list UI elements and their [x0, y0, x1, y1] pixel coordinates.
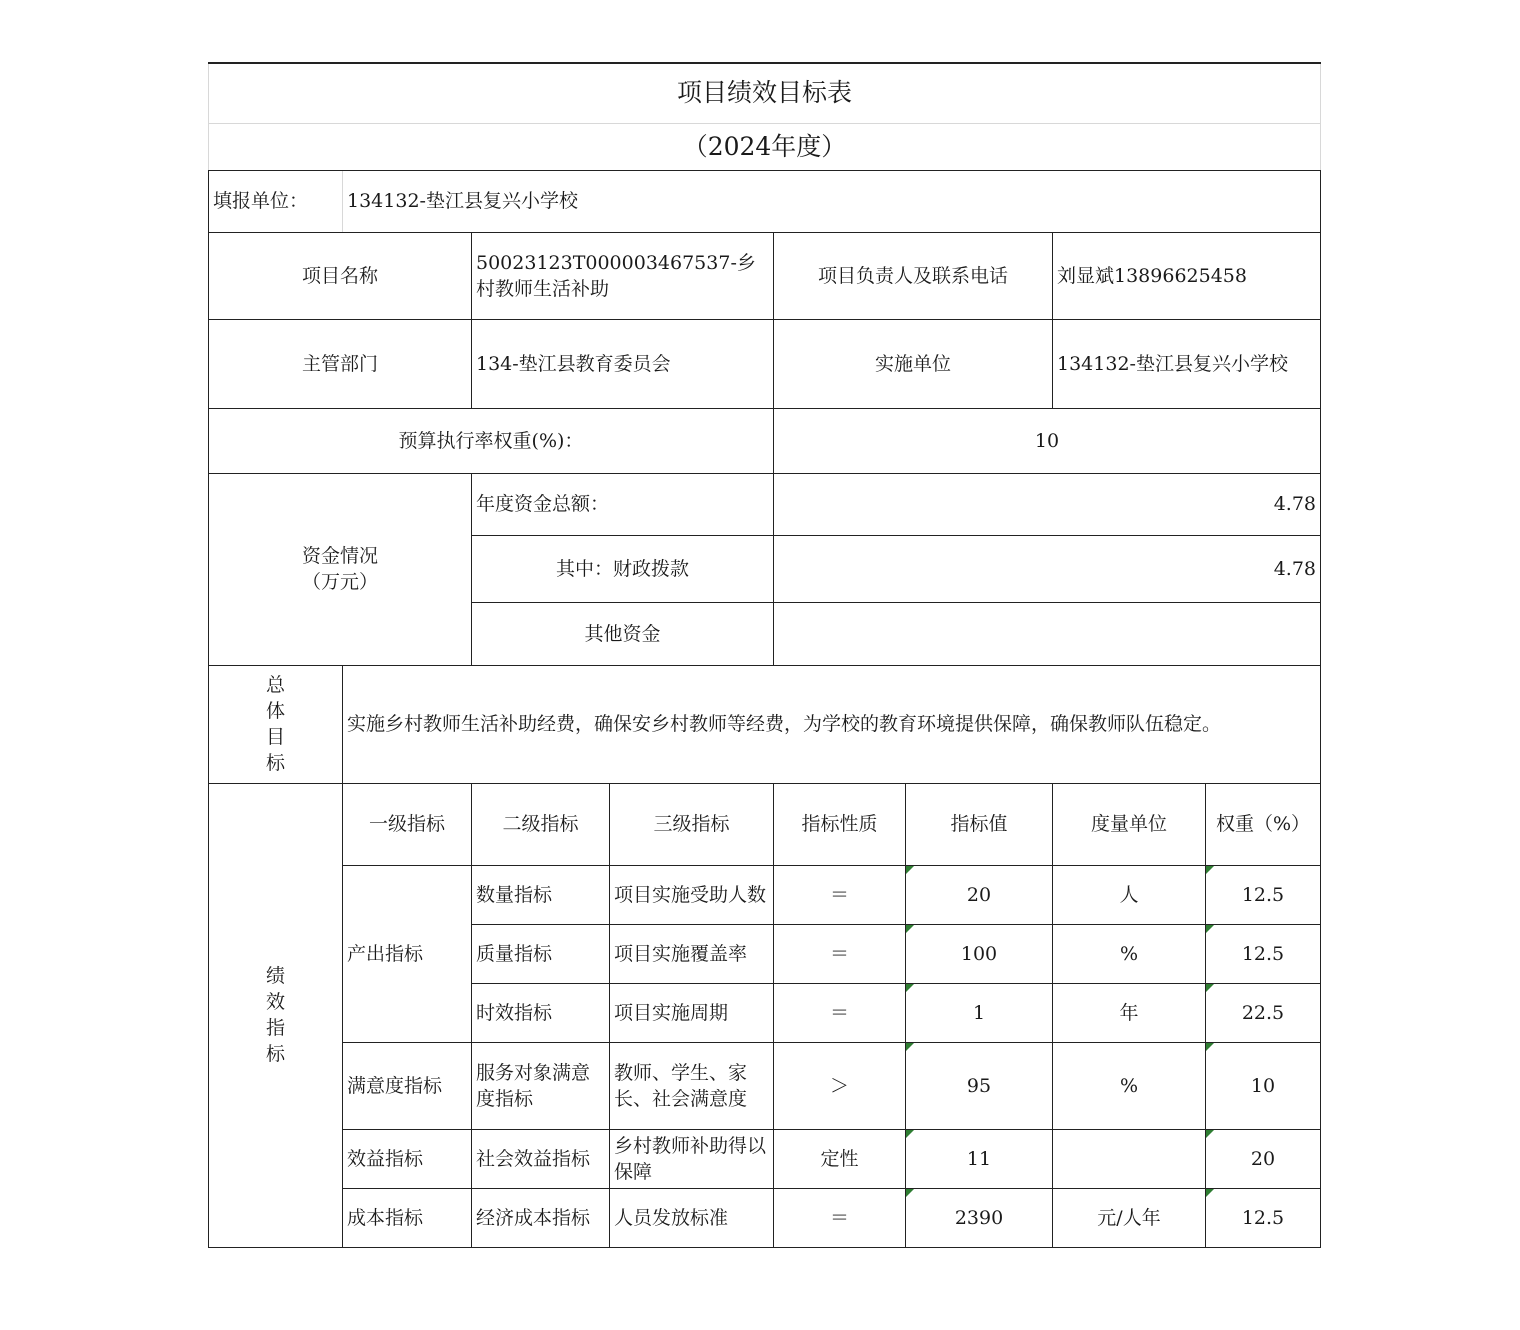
row-value: 2390 — [906, 1188, 1053, 1247]
header-value: 指标值 — [906, 783, 1053, 865]
row-l2: 数量指标 — [472, 865, 610, 924]
fill-unit-label: 填报单位： — [209, 170, 343, 232]
row-l3: 项目实施受助人数 — [610, 865, 774, 924]
project-leader-label: 项目负责人及联系电话 — [774, 232, 1053, 319]
row-nature: ＞ — [774, 1042, 906, 1129]
project-name-label: 项目名称 — [209, 232, 472, 319]
row-l2: 经济成本指标 — [472, 1188, 610, 1247]
row-nature: ＝ — [774, 865, 906, 924]
performance-target-sheet — [208, 62, 1320, 1248]
row-value: 1 — [906, 983, 1053, 1042]
project-name-value: 50023123T000003467537-乡村教师生活补助 — [472, 232, 774, 319]
impl-unit-value: 134132-垫江县复兴小学校 — [1053, 319, 1321, 408]
funds-other-label: 其他资金 — [472, 602, 774, 665]
row-nature: ＝ — [774, 983, 906, 1042]
row-l2: 时效指标 — [472, 983, 610, 1042]
overall-goal-label: 总体目标 — [209, 665, 343, 783]
row-nature: ＝ — [774, 924, 906, 983]
row-value: 100 — [906, 924, 1053, 983]
row-l2: 质量指标 — [472, 924, 610, 983]
project-leader-value: 刘显斌13896625458 — [1053, 232, 1321, 319]
funds-fiscal-label: 其中：财政拨款 — [472, 535, 774, 602]
table-row — [209, 1129, 1321, 1188]
row-weight: 10 — [1206, 1042, 1321, 1129]
indicators-label: 绩效指标 — [209, 783, 343, 1247]
header-unit: 度量单位 — [1053, 783, 1206, 865]
table-row — [209, 1042, 1321, 1129]
row-nature: 定性 — [774, 1129, 906, 1188]
row-weight: 22.5 — [1206, 983, 1321, 1042]
header-level2: 二级指标 — [472, 783, 610, 865]
row-l3: 项目实施周期 — [610, 983, 774, 1042]
table-year: （2024年度） — [209, 123, 1321, 170]
row-weight: 12.5 — [1206, 924, 1321, 983]
row-unit: % — [1053, 924, 1206, 983]
row-unit: 人 — [1053, 865, 1206, 924]
funds-total-value: 4.78 — [774, 473, 1321, 535]
row-l2: 社会效益指标 — [472, 1129, 610, 1188]
row-nature: ＝ — [774, 1188, 906, 1247]
dept-label: 主管部门 — [209, 319, 472, 408]
row-weight: 20 — [1206, 1129, 1321, 1188]
table-title: 项目绩效目标表 — [209, 63, 1321, 123]
dept-value: 134-垫江县教育委员会 — [472, 319, 774, 408]
row-l3: 人员发放标准 — [610, 1188, 774, 1247]
row-unit — [1053, 1129, 1206, 1188]
group-cost: 成本指标 — [343, 1188, 472, 1247]
group-output: 产出指标 — [343, 865, 472, 1042]
row-weight: 12.5 — [1206, 1188, 1321, 1247]
funds-label: 资金情况（万元） — [209, 473, 472, 665]
table-row — [209, 1188, 1321, 1247]
fill-unit-value: 134132-垫江县复兴小学校 — [343, 170, 1321, 232]
row-l3: 项目实施覆盖率 — [610, 924, 774, 983]
header-weight: 权重（%） — [1206, 783, 1321, 865]
budget-rate-label: 预算执行率权重(%)： — [209, 408, 774, 473]
group-benefit: 效益指标 — [343, 1129, 472, 1188]
table-row — [209, 865, 1321, 924]
row-l2: 服务对象满意度指标 — [472, 1042, 610, 1129]
funds-total-label: 年度资金总额： — [472, 473, 774, 535]
row-unit: 年 — [1053, 983, 1206, 1042]
row-value: 20 — [906, 865, 1053, 924]
group-satisfaction: 满意度指标 — [343, 1042, 472, 1129]
funds-other-value — [774, 602, 1321, 665]
header-nature: 指标性质 — [774, 783, 906, 865]
header-level3: 三级指标 — [610, 783, 774, 865]
row-unit: 元/人年 — [1053, 1188, 1206, 1247]
row-weight: 12.5 — [1206, 865, 1321, 924]
budget-rate-value: 10 — [774, 408, 1321, 473]
row-l3: 乡村教师补助得以保障 — [610, 1129, 774, 1188]
row-value: 95 — [906, 1042, 1053, 1129]
overall-goal-value: 实施乡村教师生活补助经费，确保安乡村教师等经费，为学校的教育环境提供保障，确保教师队伍稳定。 — [343, 665, 1321, 783]
row-unit: % — [1053, 1042, 1206, 1129]
header-level1: 一级指标 — [343, 783, 472, 865]
funds-fiscal-value: 4.78 — [774, 535, 1321, 602]
performance-target-table — [208, 62, 1321, 1248]
row-value: 11 — [906, 1129, 1053, 1188]
row-l3: 教师、学生、家长、社会满意度 — [610, 1042, 774, 1129]
impl-unit-label: 实施单位 — [774, 319, 1053, 408]
